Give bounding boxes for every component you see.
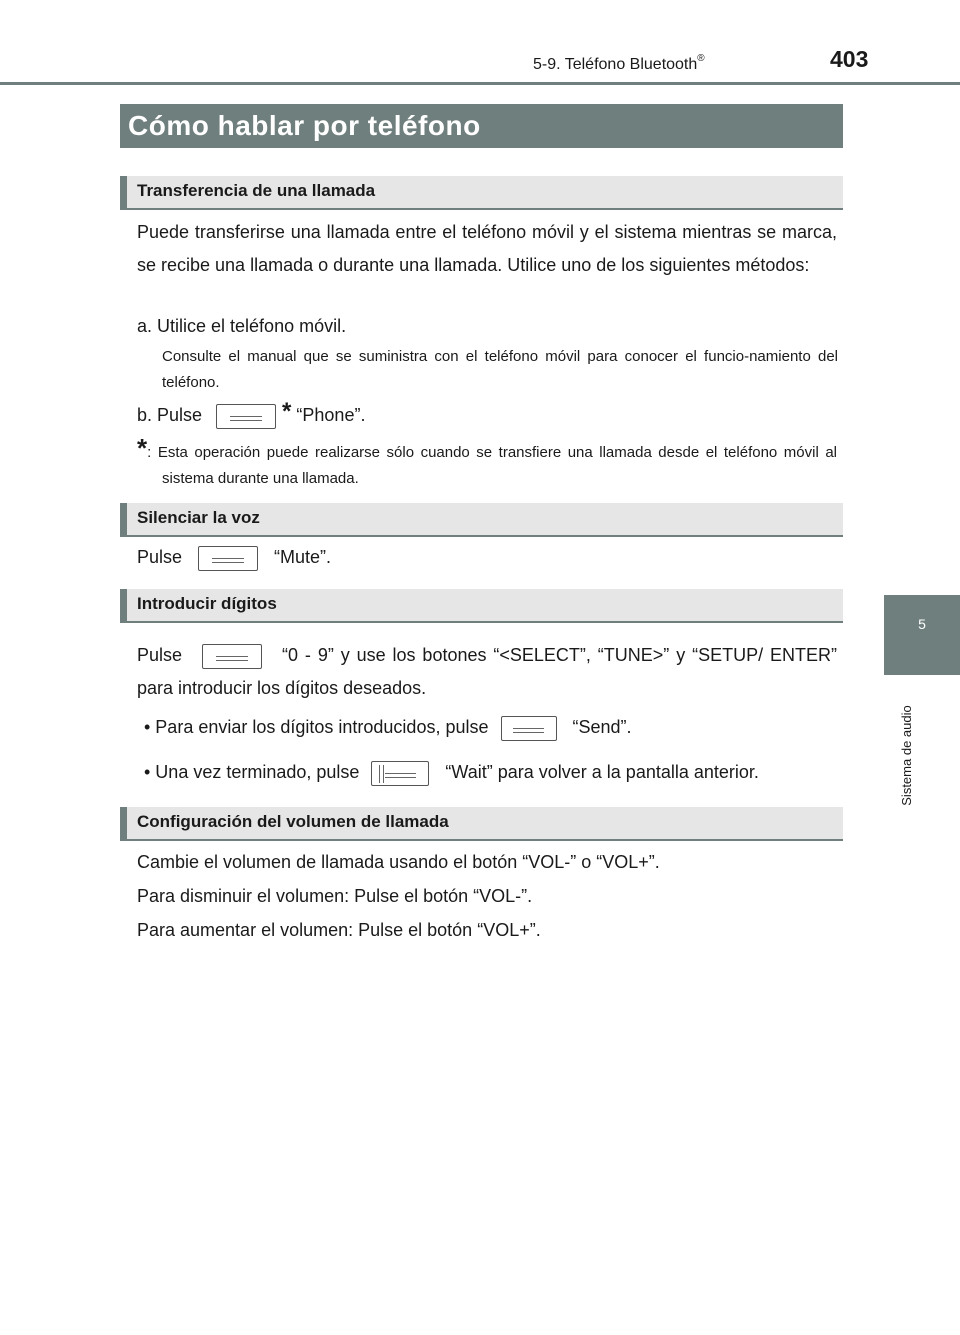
page-number: 403 [830,46,869,72]
transfer-method-a-note: Consulte el manual que se suministra con el teléfono móvil para conocer el funcio-namiento del teléfono. [162,348,838,391]
transfer-method-b [137,399,365,432]
mute-button-icon [198,546,258,571]
volume-line-2: Para disminuir el volumen: Pulse el botón “VOL-”. [137,886,533,906]
phone-button-icon [216,404,276,429]
digits-text: “0 - 9” y use los botones “<SELECT”, “TUNE>” y “SETUP/ ENTER” para introducir los dígitos deseados. [137,645,837,698]
digits-instruction [137,639,837,705]
chapter-title: Sistema de audio [899,705,914,806]
digits-prefix: Pulse [137,645,183,665]
mute-instruction [137,541,331,574]
mute-suffix: “Mute”. [274,547,332,567]
footnote-asterisk: * [137,433,148,463]
bullet-wait-suffix: “Wait” para volver a la pantalla anterior. [445,762,759,782]
volume-line-3: Para aumentar el volumen: Pulse el botón “VOL+”. [137,920,541,940]
mute-prefix: Pulse [137,547,183,567]
heading-volume: Configuración del volumen de llamada [120,807,843,841]
bullet-send [144,711,632,744]
heading-mute: Silenciar la voz [120,503,843,537]
transfer-footnote [137,433,837,492]
page-title: Cómo hablar por teléfono [120,104,843,148]
transfer-method-b-prefix: b. Pulse [137,405,203,425]
bullet-send-prefix: • Para enviar los dígitos introducidos, pulse [144,717,489,737]
footnote-text: : Esta operación puede realizarse sólo cuando se transfiere una llamada desde el teléfono móvil al sistema durante una llamada. [147,444,837,487]
transfer-intro: Puede transferirse una llamada entre el teléfono móvil y el sistema mientras se marca, se recibe una llamada o durante una llamada. Utilice uno de los siguientes métodos: [137,222,837,275]
bullet-send-suffix: “Send”. [572,717,632,737]
transfer-method-a: a. Utilice el teléfono móvil. [137,316,347,336]
asterisk-mark: * [282,398,292,425]
heading-transfer: Transferencia de una llamada [120,176,843,210]
wait-button-icon [371,761,429,786]
bullet-wait-prefix: • Una vez terminado, pulse [144,762,360,782]
running-header-section: 5-9. Teléfono Bluetooth® [533,53,705,73]
volume-line-1: Cambie el volumen de llamada usando el botón “VOL-” o “VOL+”. [137,852,660,872]
bullet-wait [144,756,759,789]
chapter-tab: 5 [884,595,960,675]
header-divider [0,82,960,85]
chapter-side-label [897,688,917,823]
transfer-method-b-suffix: “Phone”. [296,405,366,425]
heading-digits: Introducir dígitos [120,589,843,623]
digit-button-icon [202,644,262,669]
send-button-icon [501,716,557,741]
